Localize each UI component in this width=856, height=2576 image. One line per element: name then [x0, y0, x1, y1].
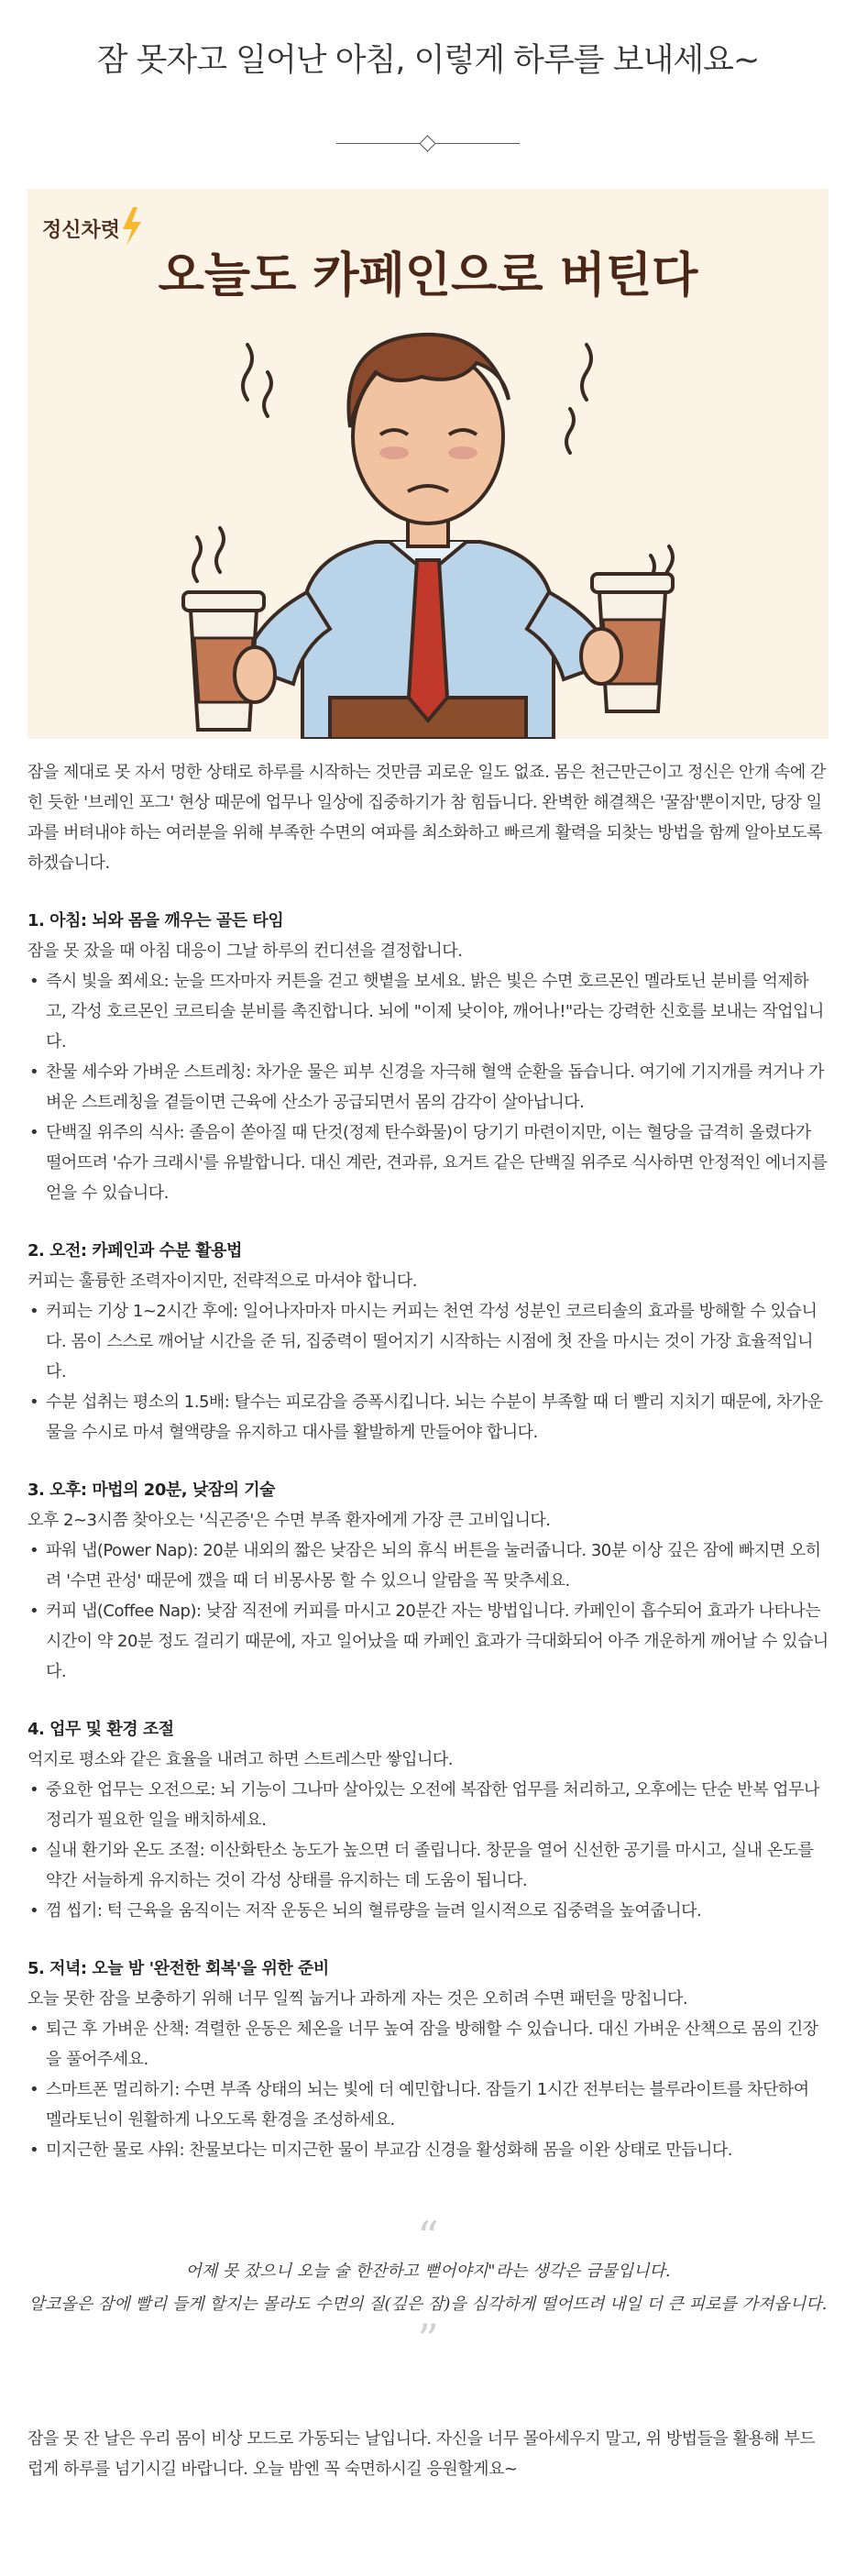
bullet-list: [27, 2014, 829, 2165]
coffee-cup-left-icon: [183, 592, 275, 730]
bullet-list: [27, 1296, 829, 1448]
section-forenoon: [27, 1236, 829, 1448]
bullet-list: [27, 1536, 829, 1687]
close-quote-icon: ”: [417, 2315, 439, 2364]
corner-text: 정신차렷: [42, 219, 121, 242]
quote-line: 알코올은 잠에 빨리 들게 할지는 몰라도 수면의 질(깊은 잠)을 심각하게 떨어뜨려 내일 더 큰 피로를 가져옵니다.: [28, 2295, 828, 2314]
list-item: • 즉시 빛을 쬐세요: 눈을 뜨자마자 커튼을 걷고 햇볕을 보세요. 밝은 빛은 수면 호르몬인 멜라토닌 분비를 억제하고, 각성 호르몬인 코르티솔 분비를 촉진합니다. 뇌에 "이제 낮이야, 깨어나!"라는 강력한 신호를 보내는 작업입니다.: [27, 966, 829, 1057]
section-lead: 커피는 훌륭한 조력자이지만, 전략적으로 마셔야 합니다.: [27, 1271, 417, 1291]
section-lead: 오후 2~3시쯤 찾아오는 '식곤증'은 수면 부족 환자에게 가장 큰 고비입니다.: [27, 1511, 551, 1530]
list-item: • 단백질 위주의 식사: 졸음이 쏟아질 때 단것(정제 탄수화물)이 당기기 마련이지만, 이는 혈당을 급격히 올렸다가 떨어뜨려 '슈가 크래시'를 유발합니다. 대신 계란, 견과류, 요거트 같은 단백질 위주로 식사하면 안정적인 에너지를 얻을 수 있습니다.: [27, 1117, 829, 1208]
section-morning: [27, 906, 829, 1208]
section-work-environment: [27, 1714, 829, 1926]
tired-man-coffee-illustration: [27, 189, 829, 739]
list-item: • 찬물 세수와 가벼운 스트레칭: 차가운 물은 피부 신경을 자극해 혈액 순환을 돕습니다. 여기에 기지개를 켜거나 가벼운 스트레칭을 곁들이면 근육에 산소가 공급되면서 몸의 감각이 살아납니다.: [27, 1057, 829, 1117]
coffee-cup-right-icon: [581, 574, 673, 711]
bullet-list: [27, 966, 829, 1208]
list-item: • 미지근한 물로 샤워: 찬물보다는 미지근한 물이 부교감 신경을 활성화해 몸을 이완 상태로 만듭니다.: [27, 2135, 829, 2165]
quote-line: 어제 못 잤으니 오늘 술 한잔하고 뻗어야지"라는 생각은 금물입니다.: [185, 2262, 671, 2281]
section-lead: 잠을 못 잤을 때 아침 대응이 그날 하루의 컨디션을 결정합니다.: [27, 941, 463, 961]
section-lead: 억지로 평소와 같은 효율을 내려고 하면 스트레스만 쌓입니다.: [27, 1750, 453, 1769]
list-item: • 커피는 기상 1~2시간 후에: 일어나자마자 마시는 커피는 천연 각성 성분인 코르티솔의 효과를 방해할 수 있습니다. 몸이 스스로 깨어날 시간을 준 뒤, 집중력이 떨어지기 시작하는 시점에 첫 잔을 마시는 것이 가장 효율적입니다.: [27, 1296, 829, 1387]
outro-paragraph: 잠을 못 잔 날은 우리 몸이 비상 모드로 가동되는 날입니다. 자신을 너무 몰아세우지 말고, 위 방법들을 활용해 부드럽게 하루를 넘기시길 바랍니다. 오늘 밤엔 꼭 숙면하시길 응원할게요~: [27, 2429, 816, 2479]
section-title: 1. 아침: 뇌와 몸을 깨우는 골든 타임: [27, 911, 284, 930]
section-title: 3. 오후: 마법의 20분, 낮잠의 기술: [27, 1481, 276, 1500]
list-item: • 파워 냅(Power Nap): 20분 내외의 짧은 낮잠은 뇌의 휴식 버튼을 눌러줍니다. 30분 이상 깊은 잠에 빠지면 오히려 '수면 관성' 때문에 깼을 때 더 비몽사몽 할 수 있으니 알람을 꼭 맞추세요.: [27, 1536, 829, 1596]
bullet-list: [27, 1775, 829, 1926]
list-item: • 커피 냅(Coffee Nap): 낮잠 직전에 커피를 마시고 20분간 자는 방법입니다. 카페인이 흡수되어 효과가 나타나는 시간이 약 20분 정도 걸리기 때문에, 자고 일어났을 때 카페인 효과가 극대화되어 아주 개운하게 깨어날 수 있습니다.: [27, 1596, 829, 1687]
page-title: 잠 못자고 일어난 아침, 이렇게 하루를 보내세요~: [96, 42, 760, 79]
list-item: • 실내 환기와 온도 조절: 이산화탄소 농도가 높으면 더 졸립니다. 창문을 열어 신선한 공기를 마시고, 실내 온도를 약간 서늘하게 유지하는 것이 각성 상태를 유지하는 데 도움이 됩니다.: [27, 1835, 829, 1896]
intro-paragraph: 잠을 제대로 못 자서 멍한 상태로 하루를 시작하는 것만큼 괴로운 일도 없죠. 몸은 천근만근이고 정신은 안개 속에 갇힌 듯한 '브레인 포그' 현상 때문에 업무나 일상에 집중하기가 참 힘듭니다. 완벽한 해결책은 '꿀잠'뿐이지만, 당장 일과를 버텨내야 하는 여러분을 위해 부족한 수면의 여파를 최소화하고 빠르게 활력을 되찾는 방법을 함께 알아보도록 하겠습니다.: [27, 763, 826, 873]
divider-diamond-icon: [419, 135, 435, 151]
section-afternoon: [27, 1475, 829, 1687]
list-item: • 수분 섭취는 평소의 1.5배: 탈수는 피로감을 증폭시킵니다. 뇌는 수분이 부족할 때 더 빨리 지치기 때문에, 차가운 물을 수시로 마셔 혈액량을 유지하고 대사를 활발하게 만들어야 합니다.: [27, 1387, 829, 1448]
section-lead: 오늘 못한 잠을 보충하기 위해 너무 일찍 눕거나 과하게 자는 것은 오히려 수면 패턴을 망칩니다.: [27, 1989, 688, 2009]
hero-illustration: [27, 189, 829, 739]
blockquote: [27, 2212, 829, 2364]
section-title: 2. 오전: 카페인과 수분 활용법: [27, 1241, 242, 1260]
tie: [409, 560, 447, 721]
section-title: 4. 업무 및 환경 조절: [27, 1720, 174, 1739]
list-item: • 중요한 업무는 오전으로: 뇌 기능이 그나마 살아있는 오전에 복잡한 업무를 처리하고, 오후에는 단순 반복 업무나 정리가 필요한 일을 배치하세요.: [27, 1775, 829, 1835]
list-item: • 껌 씹기: 턱 근육을 움직이는 저작 운동은 뇌의 혈류량을 늘려 일시적으로 집중력을 높여줍니다.: [27, 1896, 829, 1926]
section-title: 5. 저녁: 오늘 밤 '완전한 회복'을 위한 준비: [27, 1959, 329, 1978]
hero-headline: 오늘도 카페인으로 버틴다: [158, 248, 698, 303]
lightning-icon: [123, 207, 141, 246]
open-quote-icon: “: [417, 2212, 439, 2262]
list-item: • 퇴근 후 가벼운 산책: 격렬한 운동은 체온을 너무 높여 잠을 방해할 수 있습니다. 대신 가벼운 산책으로 몸의 긴장을 풀어주세요.: [27, 2014, 829, 2075]
list-item: • 스마트폰 멀리하기: 수면 부족 상태의 뇌는 빛에 더 예민합니다. 잠들기 1시간 전부터는 블루라이트를 차단하여 멜라토닌이 원활하게 나오도록 환경을 조성하세요.: [27, 2075, 829, 2135]
section-evening: [27, 1954, 829, 2165]
title-divider: [336, 134, 520, 152]
